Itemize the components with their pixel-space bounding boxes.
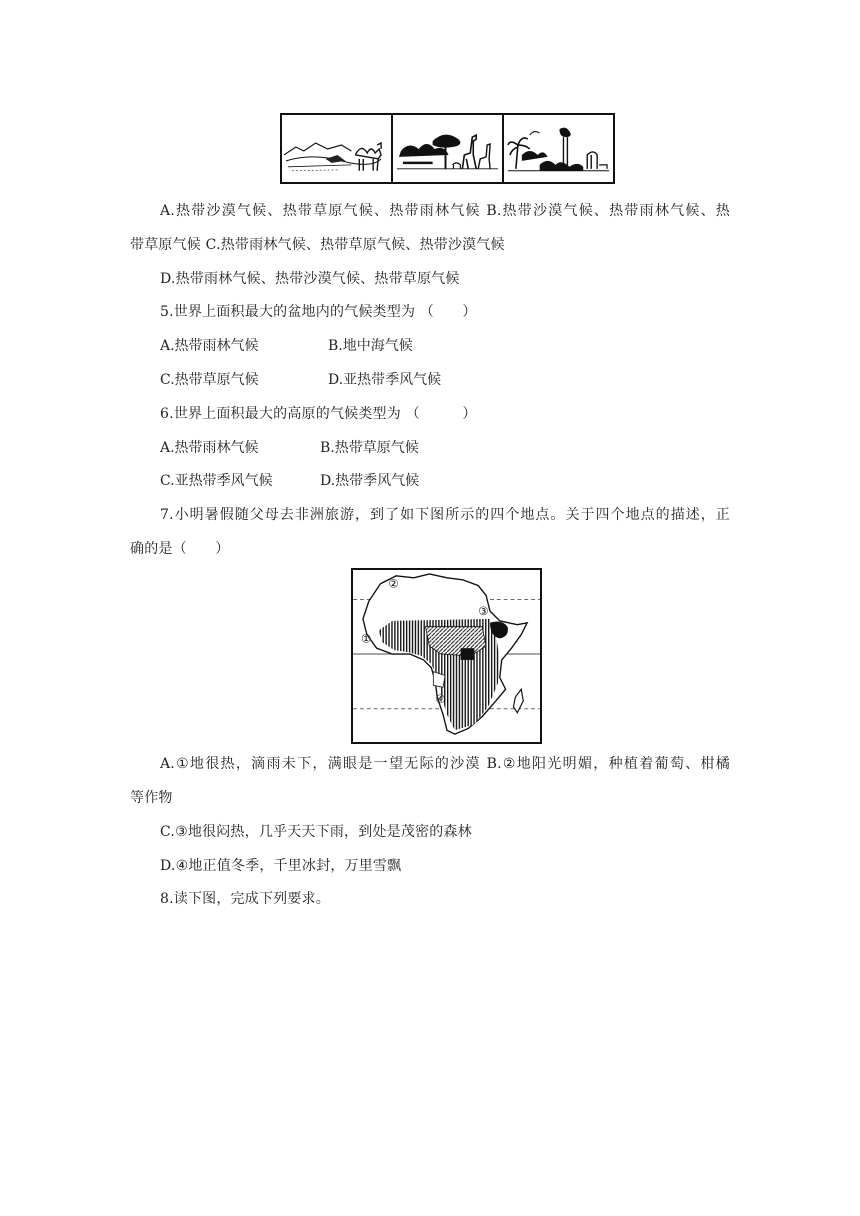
map-marker-3: ③ xyxy=(478,603,489,618)
q4-options-line-1: A.热带沙漠气候、热带草原气候、热带雨林气候 B.热带沙漠气候、热带雨林气候、热 xyxy=(160,203,730,219)
map-marker-1: ① xyxy=(360,631,372,646)
q7-option-c: C.③地很闷热，几乎天天下雨，到处是茂密的森林 xyxy=(160,824,472,840)
q7-stem-line-2: 确的是（ ） xyxy=(130,541,230,557)
rainforest-scene-image xyxy=(504,115,613,182)
q5-option-b: B.地中海气候 xyxy=(328,338,413,354)
africa-climate-map xyxy=(351,568,542,744)
q5-option-d: D.亚热带季风气候 xyxy=(328,372,442,388)
map-marker-2: ② xyxy=(388,576,399,591)
q7-option-d: D.④地正值冬季，千里冰封，万里雪飘 xyxy=(160,858,402,874)
q4-option-d: D.热带雨林气候、热带沙漠气候、热带草原气候 xyxy=(160,271,460,287)
q8-stem: 8.读下图，完成下列要求。 xyxy=(160,891,330,907)
climate-scenes-figure xyxy=(280,113,615,184)
q5-stem: 5.世界上面积最大的盆地内的气候类型为 （ ） xyxy=(160,304,477,320)
q6-option-c: C.亚热带季风气候 xyxy=(160,473,273,489)
desert-scene-image xyxy=(282,115,393,182)
q6-option-a: A.热带雨林气候 xyxy=(160,440,259,456)
q6-stem: 6.世界上面积最大的高原的气候类型为 （ ） xyxy=(160,406,477,422)
savanna-scene-image xyxy=(393,115,504,182)
q7-option-ab-line-2: 等作物 xyxy=(130,790,173,806)
q5-option-c: C.热带草原气候 xyxy=(160,372,259,388)
q4-options-line-2: 带草原气候 C.热带雨林气候、热带草原气候、热带沙漠气候 xyxy=(130,237,505,253)
q7-stem-line-1: 7.小明暑假随父母去非洲旅游，到了如下图所示的四个地点。关于四个地点的描述，正 xyxy=(160,507,730,523)
q5-option-a: A.热带雨林气候 xyxy=(160,338,259,354)
q6-option-b: B.热带草原气候 xyxy=(320,440,419,456)
map-marker-4: ④ xyxy=(435,691,446,706)
q6-option-d: D.热带季风气候 xyxy=(320,473,420,489)
q7-option-ab-line-1: A.①地很热，滴雨未下，满眼是一望无际的沙漠 B.②地阳光明媚，种植着葡萄、柑橘 xyxy=(160,756,730,772)
